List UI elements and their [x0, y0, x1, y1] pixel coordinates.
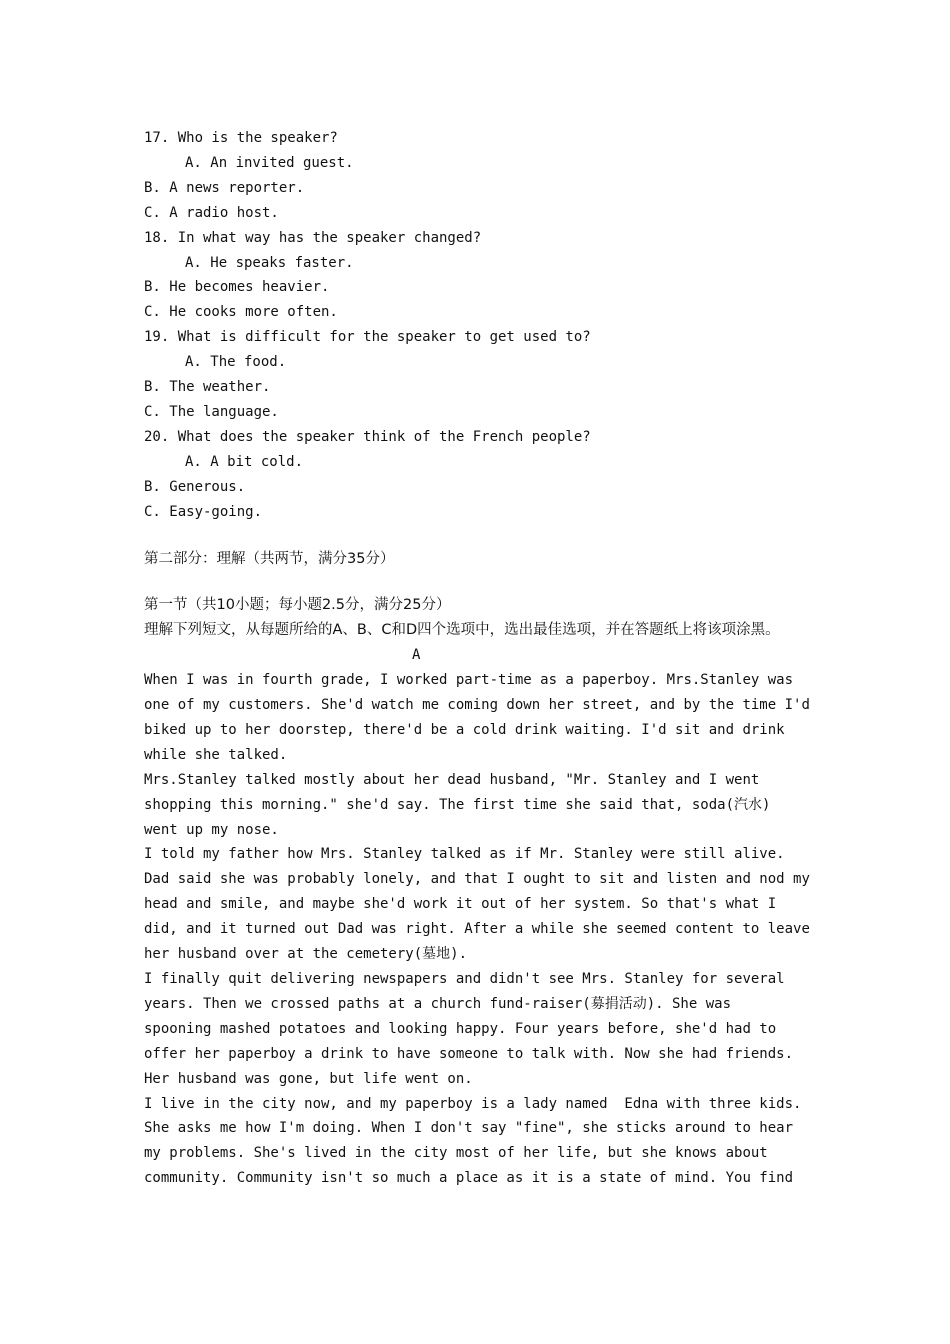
- passage-line: When I was in fourth grade, I worked part-time as a paperboy. Mrs.Stanley was: [144, 672, 794, 689]
- option-b: B. He becomes heavier.: [144, 279, 330, 296]
- question-stem: 19. What is difficult for the speaker to get used to?: [144, 329, 591, 346]
- option-b: B. A news reporter.: [144, 179, 305, 196]
- question-stem: 20. What does the speaker think of the French people?: [144, 428, 591, 445]
- passage-line: head and smile, and maybe she'd work it out of her system. So that's what I: [144, 896, 777, 913]
- option-a: A. A bit cold.: [185, 453, 304, 470]
- passage-line: Dad said she was probably lonely, and that I ought to sit and listen and nod my: [144, 871, 810, 888]
- part-two-title: 第二部分：理解（共两节，满分35分）: [144, 550, 395, 567]
- passage-label: A: [412, 647, 421, 664]
- section-one-title: 第一节（共10小题；每小题2.5分，满分25分）: [144, 597, 451, 614]
- option-c: C. The language.: [144, 403, 279, 420]
- question-19: [144, 325, 814, 425]
- passage-line: biked up to her doorstep, there'd be a cold drink waiting. I'd sit and drink: [144, 721, 785, 738]
- question-stem: 17. Who is the speaker?: [144, 130, 338, 146]
- question-20: [144, 425, 814, 525]
- option-c: C. He cooks more often.: [144, 304, 338, 321]
- instructions: 理解下列短文，从每题所给的A、B、C和D四个选项中，选出最佳选项，并在答题纸上将该项涂黑。: [144, 622, 780, 639]
- option-a: A. An invited guest.: [185, 154, 354, 171]
- question-17: [144, 126, 814, 226]
- passage-line: did, and it turned out Dad was right. After a while she seemed content to leave: [144, 921, 810, 938]
- passage-line: Her husband was gone, but life went on.: [144, 1070, 473, 1087]
- question-stem: 18. In what way has the speaker changed?: [144, 229, 482, 246]
- option-c: C. Easy-going.: [144, 503, 263, 520]
- passage: [144, 668, 814, 1191]
- passage-line: She asks me how I'm doing. When I don't say "fine", she sticks around to hear: [144, 1120, 794, 1137]
- passage-line: offer her paperboy a drink to have someone to talk with. Now she had friends.: [144, 1045, 794, 1062]
- passage-line: I finally quit delivering newspapers and didn't see Mrs. Stanley for several: [144, 971, 785, 987]
- passage-line: her husband over at the cemetery(墓地).: [144, 946, 468, 963]
- passage-line: community. Community isn't so much a place as it is a state of mind. You find: [144, 1170, 794, 1187]
- passage-line: went up my nose.: [144, 821, 279, 838]
- passage-line: Mrs.Stanley talked mostly about her dead husband, "Mr. Stanley and I went: [144, 771, 760, 788]
- passage-line: I told my father how Mrs. Stanley talked as if Mr. Stanley were still alive.: [144, 846, 785, 863]
- option-a: A. He speaks faster.: [185, 254, 354, 271]
- option-c: C. A radio host.: [144, 204, 279, 221]
- passage-line: one of my customers. She'd watch me coming down her street, and by the time I'd: [144, 697, 810, 714]
- passage-line: years. Then we crossed paths at a church fund-raiser(募捐活动). She was: [144, 995, 732, 1012]
- option-b: B. Generous.: [144, 478, 246, 495]
- question-18: [144, 226, 814, 326]
- option-a: A. The food.: [185, 354, 287, 371]
- exam-page: [144, 126, 814, 1191]
- passage-line: spooning mashed potatoes and looking happy. Four years before, she'd had to: [144, 1020, 777, 1037]
- passage-line: shopping this morning." she'd say. The first time she said that, soda(汽水): [144, 796, 771, 813]
- passage-line: I live in the city now, and my paperboy is a lady named Edna with three kids.: [144, 1095, 802, 1112]
- passage-line: my problems. She's lived in the city most of her life, but she knows about: [144, 1145, 768, 1162]
- passage-line: while she talked.: [144, 746, 288, 763]
- option-b: B. The weather.: [144, 379, 271, 396]
